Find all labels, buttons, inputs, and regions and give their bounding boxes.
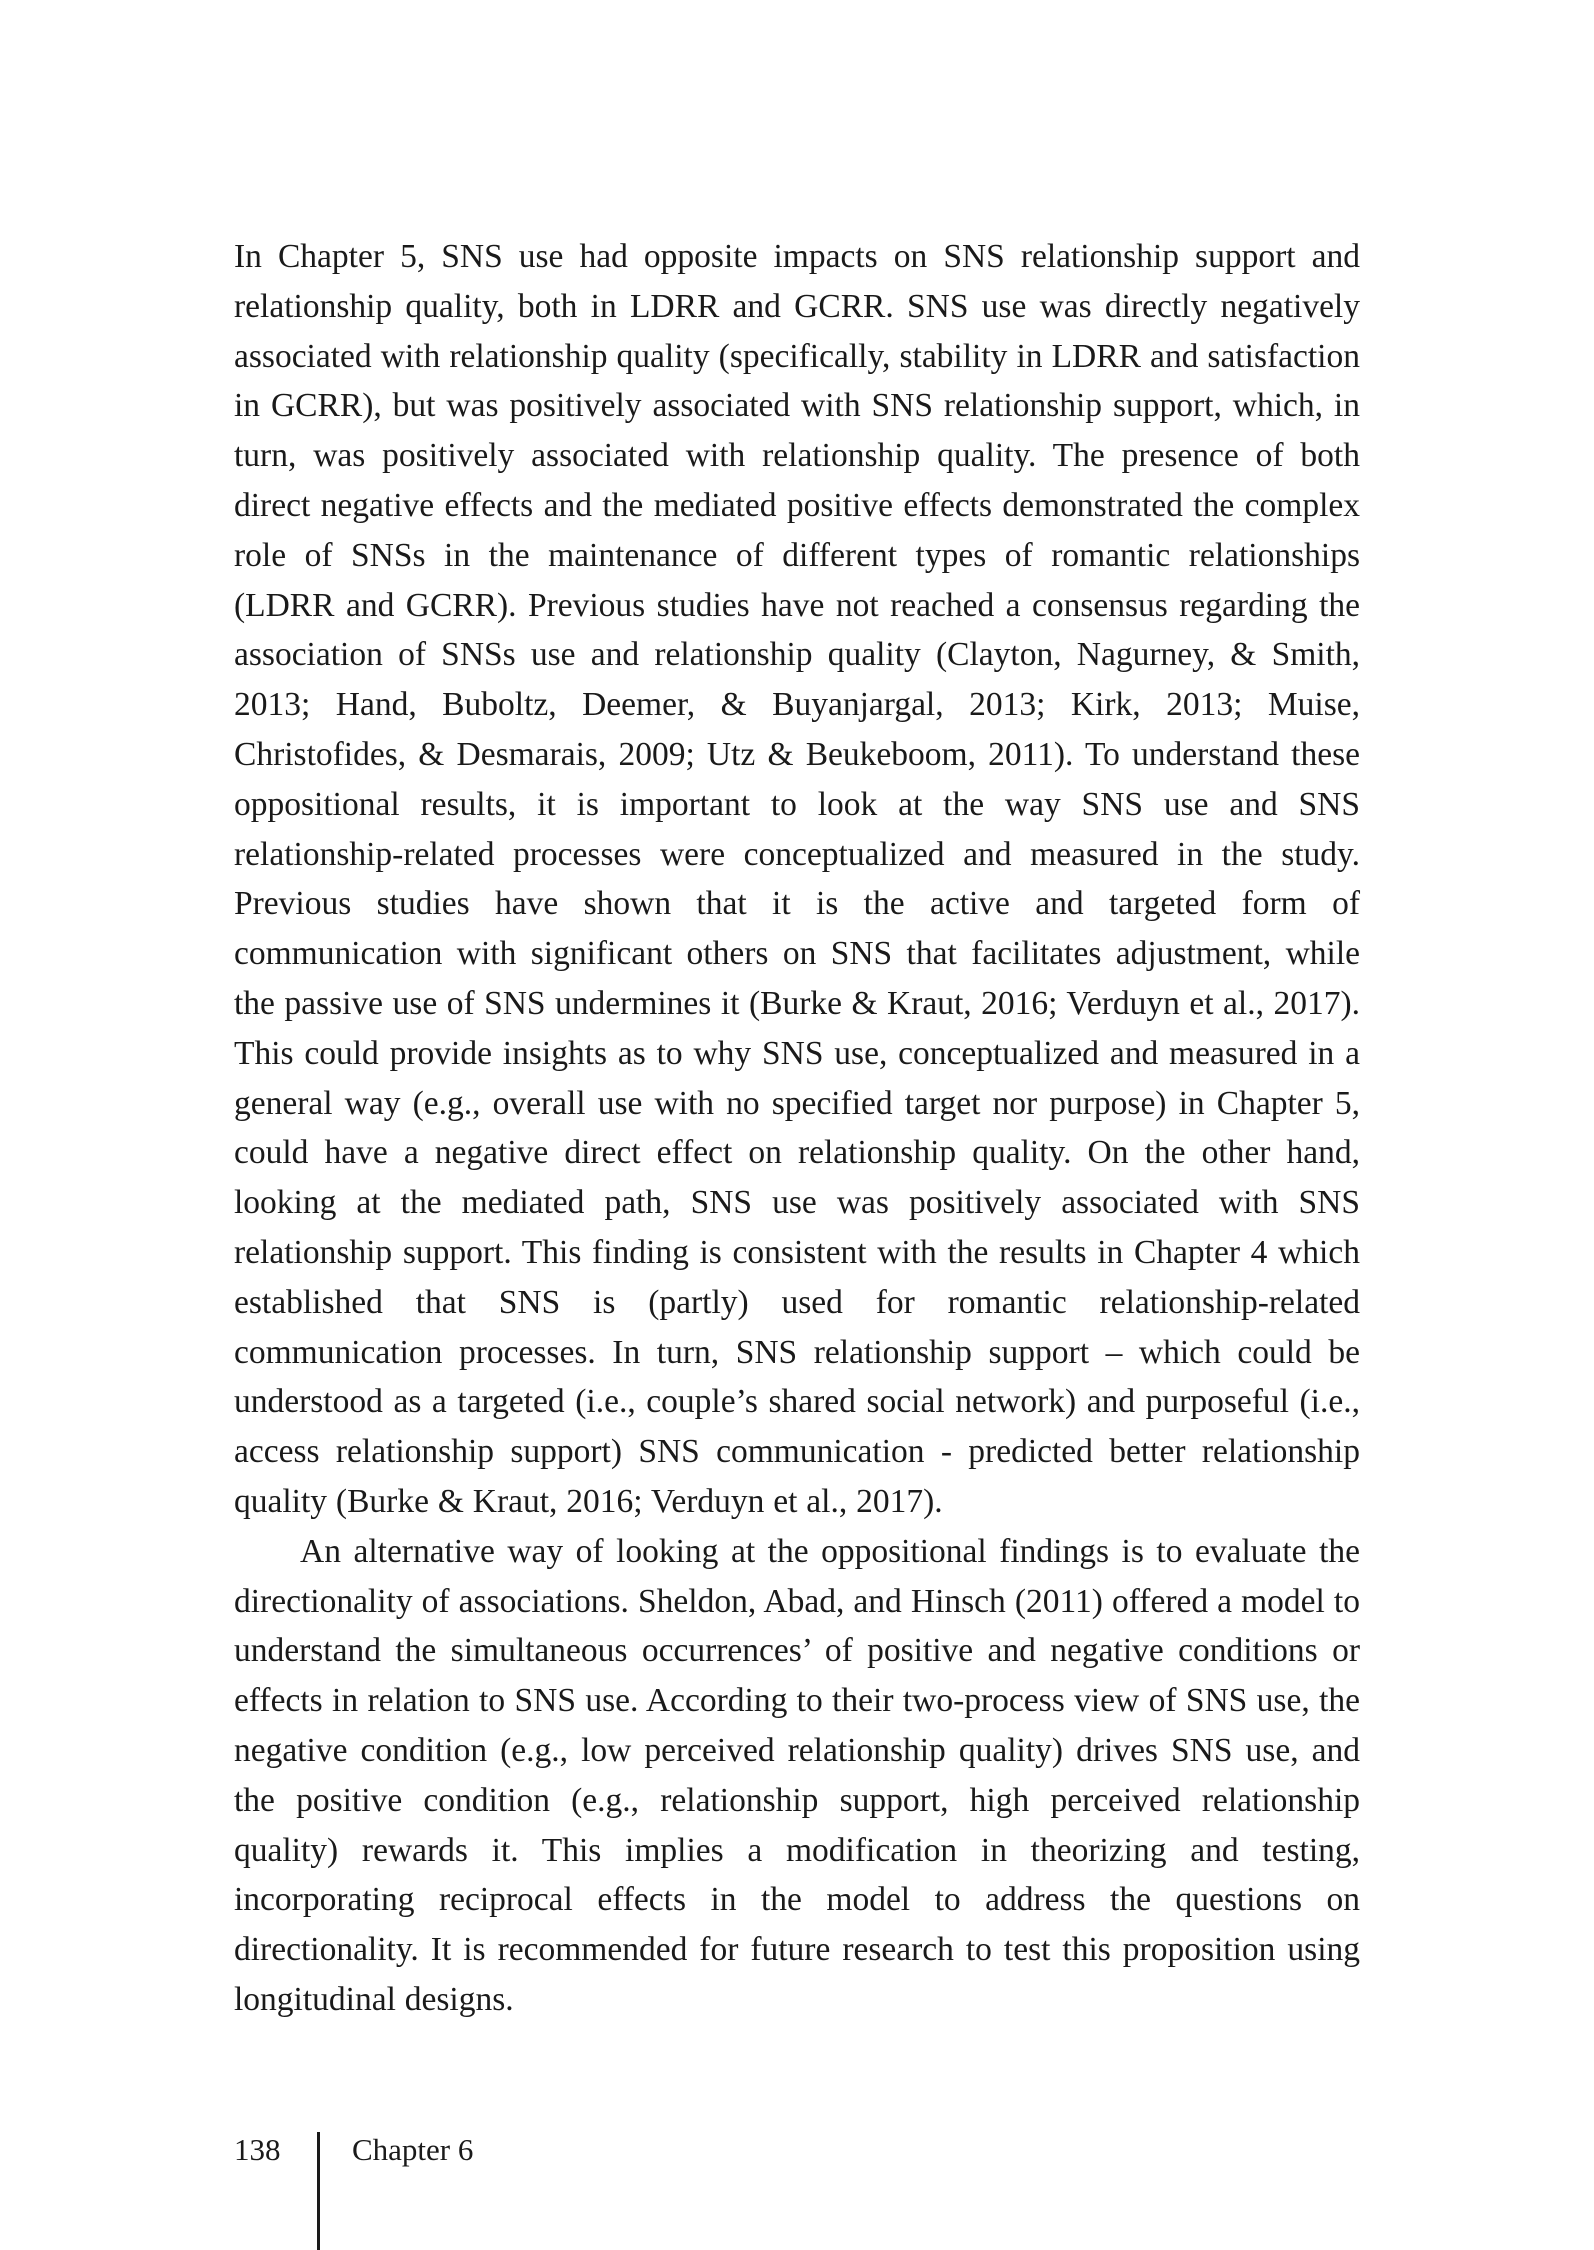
running-footer-chapter: Chapter 6: [352, 2132, 474, 2167]
body-text: [234, 232, 1360, 2025]
paragraph-2: An alternative way of looking at the oppositional findings is to evaluate the directionality of associations. Sheldon, Abad, and Hinsch (2011) offered a model to understand the simultaneous occurrences’ of positive and negative conditions or effects in relation to SNS use. According to their two-process view of SNS use, the negative condition (e.g., low perceived relationship quality) drives SNS use, and the positive condition (e.g., relationship support, high perceived relationship quality) rewards it. This implies a modification in theorizing and testing, incorporating reciprocal effects in the model to address the questions on directionality. It is recommended for future research to test this proposition using longitudinal designs.: [234, 1532, 1360, 2018]
paragraph-1: In Chapter 5, SNS use had opposite impacts on SNS relationship support and relationship quality, both in LDRR and GCRR. SNS use was directly negatively associated with relationship quality (specifically, stability in LDRR and satisfaction in GCRR), but was positively associated with SNS relationship support, which, in turn, was positively associated with relationship quality. The presence of both direct negative effects and the mediated positive effects demonstrated the complex role of SNSs in the maintenance of different types of romantic relationships (LDRR and GCRR). Previous studies have not reached a consensus regarding the association of SNSs use and relationship quality (Clayton, Nagurney, & Smith, 2013; Hand, Buboltz, Deemer, & Buyanjargal, 2013; Kirk, 2013; Muise, Christofides, & Desmarais, 2009; Utz & Beukeboom, 2011). To understand these oppositional results, it is important to look at the way SNS use and SNS relationship-related processes were conceptualized and measured in the study. Previous studies have shown that it is the active and targeted form of communication with significant others on SNS that facilitates adjustment, while the passive use of SNS undermines it (Burke & Kraut, 2016; Verduyn et al., 2017). This could provide insights as to why SNS use, conceptualized and measured in a general way (e.g., overall use with no specified target nor purpose) in Chapter 5, could have a negative direct effect on relationship quality. On the other hand, looking at the mediated path, SNS use was positively associated with SNS relationship support. This finding is consistent with the results in Chapter 4 which established that SNS is (partly) used for romantic relationship-related communication processes. In turn, SNS relationship support – which could be understood as a targeted (i.e., couple’s shared social network) and purposeful (i.e., access relationship support) SNS communication - predicted better relationship quality (Burke & Kraut, 2016; Verduyn et al., 2017).: [234, 238, 1360, 1520]
page-number: 138: [234, 2132, 281, 2167]
page-footer: [0, 2120, 1594, 2250]
footer-divider: [317, 2132, 320, 2250]
